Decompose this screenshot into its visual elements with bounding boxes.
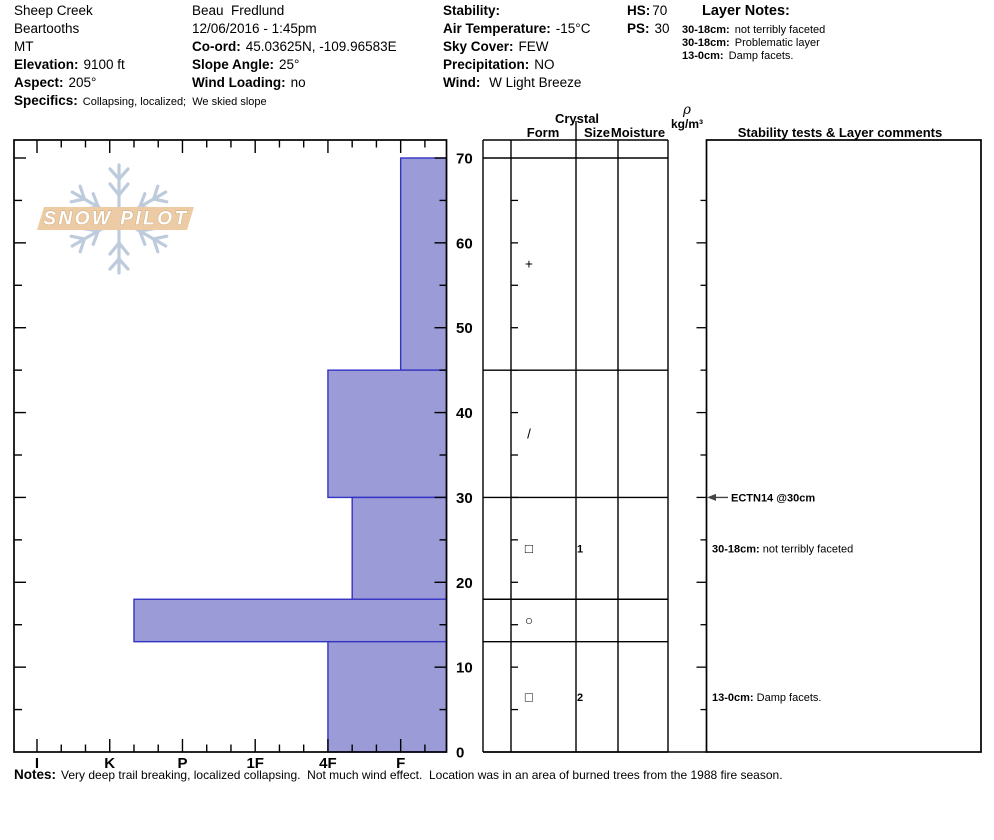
layer-comment: 13-0cm: Damp facets. <box>712 691 822 704</box>
grain-size-value: 2 <box>577 691 584 704</box>
sky-cover-value: FEW <box>518 39 549 54</box>
grain-size-value: 1 <box>577 543 584 556</box>
layer-note <box>682 50 793 63</box>
density-symbol-header: ρ <box>683 102 691 118</box>
hardness-axis-label-P: P <box>177 755 188 772</box>
aspect-value: 205° <box>68 75 97 90</box>
logo-text: SNOW PILOT <box>43 208 189 230</box>
wind-loading-row <box>192 75 306 91</box>
slope-angle-label: Slope Angle: <box>192 57 275 72</box>
snowflake-branch <box>76 239 89 252</box>
hardness-axis-label-F: F <box>396 755 406 772</box>
depth-axis-label-70: 70 <box>456 150 473 168</box>
crystal-header: Crystal <box>554 111 600 126</box>
snowflake-branch <box>76 186 89 199</box>
sky-cover-label: Sky Cover: <box>443 39 514 54</box>
depth-axis-label-20: 20 <box>456 574 473 592</box>
observation-datetime: 12/06/2016 - 1:45pm <box>192 21 317 36</box>
layer-note-range: 30-18cm: <box>682 24 730 36</box>
coord-value: 45.03625N, -109.96583E <box>245 39 397 54</box>
hardness-bar-70-45cm <box>401 158 447 370</box>
depth-axis-label-40: 40 <box>456 405 473 423</box>
hs-label: HS: <box>627 3 651 18</box>
aspect-label: Aspect: <box>14 75 64 90</box>
ps-label: PS: <box>627 21 650 36</box>
snowflake-branch <box>149 186 162 199</box>
observer-name: Beau Fredlund <box>192 3 285 18</box>
ps-value: 30 <box>654 21 670 36</box>
hardness-bar-13-0cm <box>328 642 447 752</box>
aspect-row <box>14 75 96 91</box>
notes-text: Very deep trail breaking, localized collapsing. Not much wind effect. Location was in an area of burned trees from the 1988 fire season. <box>61 768 783 782</box>
hardness-axis-label-I: I <box>34 755 40 772</box>
wind-loading-value: no <box>290 75 306 90</box>
notes-label: Notes: <box>14 767 57 782</box>
region: Beartooths <box>14 21 80 36</box>
depth-axis-label-10: 10 <box>456 659 473 677</box>
elevation-value: 9100 ft <box>83 57 125 72</box>
stability-row <box>443 3 505 19</box>
state: MT <box>14 39 34 54</box>
coord-row <box>192 39 397 55</box>
grain-form-symbol-decomposing-fragments: / <box>527 426 531 442</box>
depth-axis-label-50: 50 <box>456 320 473 338</box>
grain-form-symbol-faceted-crystals: □ <box>524 540 534 556</box>
air-temp-value: -15°C <box>555 21 591 36</box>
hardness-bar-45-30cm <box>328 370 447 497</box>
layer-note-range: 30-18cm: <box>682 37 730 49</box>
air-temp-label: Air Temperature: <box>443 21 551 36</box>
stability-test-label: ECTN14 @30cm <box>731 492 816 505</box>
grain-form-symbol-precipitation-particles: + <box>525 256 533 272</box>
depth-axis-label-30: 30 <box>456 489 473 507</box>
specifics-value: Collapsing, localized; We skied slope <box>82 96 267 108</box>
grain-form-symbol-faceted-crystals: □ <box>524 689 534 705</box>
hardness-axis-label-K: K <box>104 755 116 772</box>
hardness-axis-label-1F: 1F <box>246 755 264 772</box>
hardness-bar-30-18cm <box>352 497 446 599</box>
depth-axis-label-0: 0 <box>456 744 465 762</box>
stability-test-arrowhead <box>707 494 716 501</box>
specifics-row <box>14 93 267 109</box>
coord-label: Co-ord: <box>192 39 241 54</box>
sky-cover-row <box>443 39 549 55</box>
ps-row <box>627 21 670 37</box>
size-header: Size <box>583 125 611 140</box>
site-name: Sheep Creek <box>14 3 93 18</box>
grain-form-symbol-rounded-melt-forms-crust: ○ <box>524 612 534 628</box>
wind-label: Wind: <box>443 75 481 90</box>
moisture-header: Moisture <box>610 125 666 140</box>
slope-angle-value: 25° <box>279 57 300 72</box>
hardness-axis-label-4F: 4F <box>319 755 337 772</box>
hardness-bar-18-13cm <box>134 599 447 641</box>
air-temp-row <box>443 21 590 37</box>
wind-row <box>443 75 581 91</box>
wind-loading-label: Wind Loading: <box>192 75 286 90</box>
slope-angle-row <box>192 57 299 73</box>
layer-notes-title: Layer Notes: <box>702 3 790 19</box>
form-header: Form <box>526 125 560 140</box>
comments-box <box>707 140 982 752</box>
stability-label: Stability: <box>443 3 501 18</box>
elevation-label: Elevation: <box>14 57 79 72</box>
layer-note <box>682 37 820 50</box>
precipitation-label: Precipitation: <box>443 57 530 72</box>
layer-note-text: not terribly faceted <box>734 24 826 36</box>
elevation-row <box>14 57 125 73</box>
density-unit-header: kg/m³ <box>670 117 704 131</box>
layer-note <box>682 24 825 37</box>
hs-row <box>627 3 667 19</box>
notes-row <box>14 766 783 784</box>
layer-note-text: Damp facets. <box>728 50 794 62</box>
depth-axis-label-60: 60 <box>456 235 473 253</box>
layer-note-text: Problematic layer <box>734 37 820 49</box>
specifics-label: Specifics: <box>14 93 78 108</box>
layer-comment: 30-18cm: not terribly faceted <box>712 543 854 556</box>
wind-value: W Light Breeze <box>485 75 582 90</box>
precipitation-value: NO <box>534 57 555 72</box>
layer-note-range: 13-0cm: <box>682 50 724 62</box>
snowflake-branch <box>149 239 162 252</box>
comments-header: Stability tests & Layer comments <box>737 125 943 140</box>
hs-value: 70 <box>652 3 668 18</box>
precipitation-row <box>443 57 555 73</box>
